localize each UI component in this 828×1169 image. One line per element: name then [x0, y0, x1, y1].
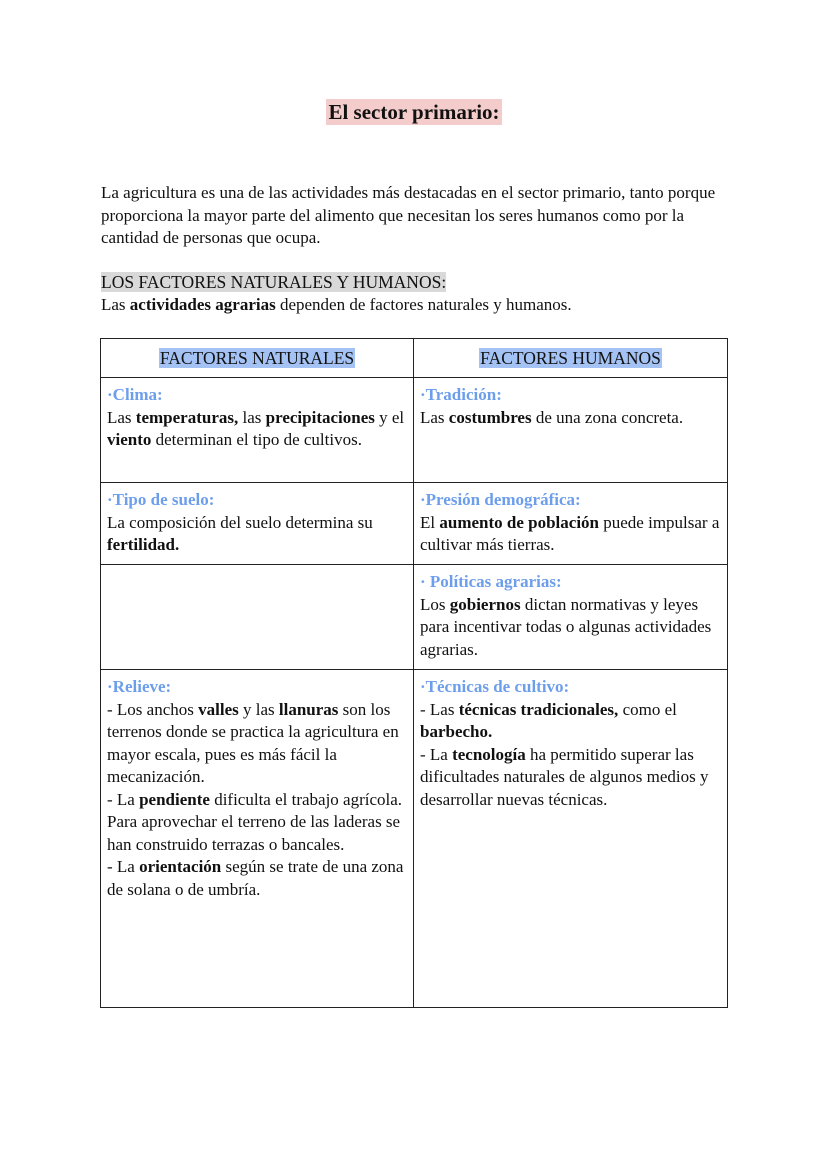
table-row [101, 670, 728, 1008]
bold-text: actividades agrarias [129, 295, 276, 314]
cell-tradicion [414, 378, 728, 483]
table-row [101, 483, 728, 565]
cell-line: - La pendiente dificulta el trabajo agrícola. Para aprovechar el terreno de las laderas se han construido terrazas o bancales. [107, 789, 403, 854]
header-label: FACTORES HUMANOS [480, 347, 661, 368]
cell-politicas [414, 565, 728, 670]
cell-clima [101, 378, 414, 483]
cell-tecnicas [414, 670, 728, 1008]
header-label: FACTORES NATURALES [159, 347, 355, 368]
cell-empty [101, 565, 414, 670]
header-natural [101, 339, 414, 378]
section-subtitle [101, 294, 572, 316]
cell-line: - La tecnología ha permitido superar las dificultades naturales de algunos medios y desarrollar nuevas técnicas. [420, 744, 709, 809]
cell-title: ·Técnicas de cultivo: [420, 677, 570, 696]
cell-text: Las costumbres de una zona concreta. [420, 407, 684, 427]
cell-text: El aumento de población puede impulsar a cultivar más tierras. [420, 512, 720, 554]
cell-relieve [101, 670, 414, 1008]
factors-table [100, 338, 728, 1008]
cell-title: ·Presión demográfica: [420, 490, 581, 509]
section-heading-text: LOS FACTORES NATURALES Y HUMANOS: [101, 272, 447, 292]
intro-paragraph: La agricultura es una de las actividades más destacadas en el sector primario, tanto porque proporciona la mayor parte del alimento que necesitan los seres humanos como por la cantidad de personas que ocupa. [101, 183, 716, 247]
cell-presion [414, 483, 728, 565]
document-title: El sector primario: [328, 100, 500, 124]
cell-suelo [101, 483, 414, 565]
table-header-row [101, 339, 728, 378]
table-row [101, 565, 728, 670]
document-title-block [0, 100, 828, 125]
cell-text: Las temperaturas, las precipitaciones y el viento determinan el tipo de cultivos. [107, 407, 405, 449]
table-row [101, 378, 728, 483]
section-heading [101, 271, 446, 293]
cell-title: ·Clima: [107, 385, 163, 404]
cell-line: - Los anchos valles y las llanuras son los terrenos donde se practica la agricultura en mayor escala, pues es más fácil la mecanización. [107, 699, 399, 786]
text: Las [101, 295, 130, 314]
cell-title: ·Tradición: [420, 385, 502, 404]
cell-text: Los gobiernos dictan normativas y leyes para incentivar todas o algunas actividades agrarias. [420, 594, 712, 659]
cell-title: ·Tipo de suelo: [107, 490, 215, 509]
cell-line: - La orientación según se trate de una zona de solana o de umbría. [107, 857, 404, 899]
cell-line: - Las técnicas tradicionales, como el barbecho. [420, 699, 677, 741]
cell-text: La composición del suelo determina su fertilidad. [107, 512, 373, 554]
cell-title: ·Relieve: [107, 677, 172, 696]
cell-title: · Políticas agrarias: [420, 572, 562, 591]
text: dependen de factores naturales y humanos. [275, 295, 572, 314]
header-human [414, 339, 728, 378]
